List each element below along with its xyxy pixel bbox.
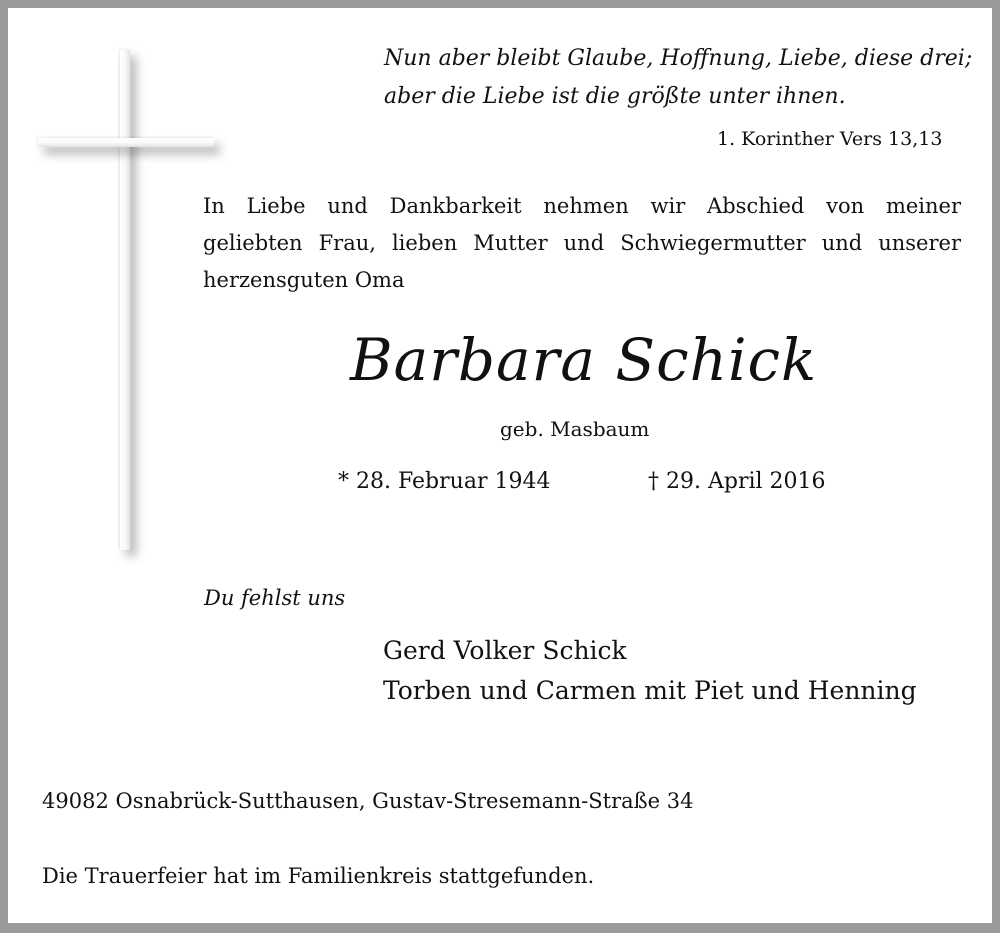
mourner-name: Torben und Carmen mit Piet und Henning [383, 676, 917, 705]
birth-date: * 28. Februar 1944 [338, 469, 551, 494]
farewell-text [203, 188, 961, 299]
closing-phrase: Du fehlst uns [204, 586, 346, 610]
bible-verse-line: Nun aber bleibt Glaube, Hoffnung, Liebe, diese drei; [384, 46, 973, 71]
mourner-name: Gerd Volker Schick [383, 636, 627, 665]
bible-verse-reference: 1. Korinther Vers 13,13 [717, 128, 943, 150]
funeral-note: Die Trauerfeier hat im Familienkreis stattgefunden. [42, 864, 595, 888]
obituary-notice [8, 8, 992, 923]
farewell-text-line: geliebten Frau, lieben Mutter und Schwiegermutter und unserer [203, 231, 961, 255]
bible-verse-line: aber die Liebe ist die größte unter ihnen. [384, 84, 846, 109]
family-address: 49082 Osnabrück-Sutthausen, Gustav-Stresemann-Straße 34 [42, 789, 694, 813]
deceased-name: Barbara Schick [350, 326, 818, 394]
farewell-text-line: herzensguten Oma [203, 268, 405, 292]
death-date: † 29. April 2016 [648, 469, 826, 494]
cross-vertical-beam [120, 50, 130, 550]
maiden-name: geb. Masbaum [500, 417, 650, 441]
cross-horizontal-beam [38, 138, 214, 147]
farewell-text-line: In Liebe und Dankbarkeit nehmen wir Abschied von meiner [203, 194, 961, 218]
